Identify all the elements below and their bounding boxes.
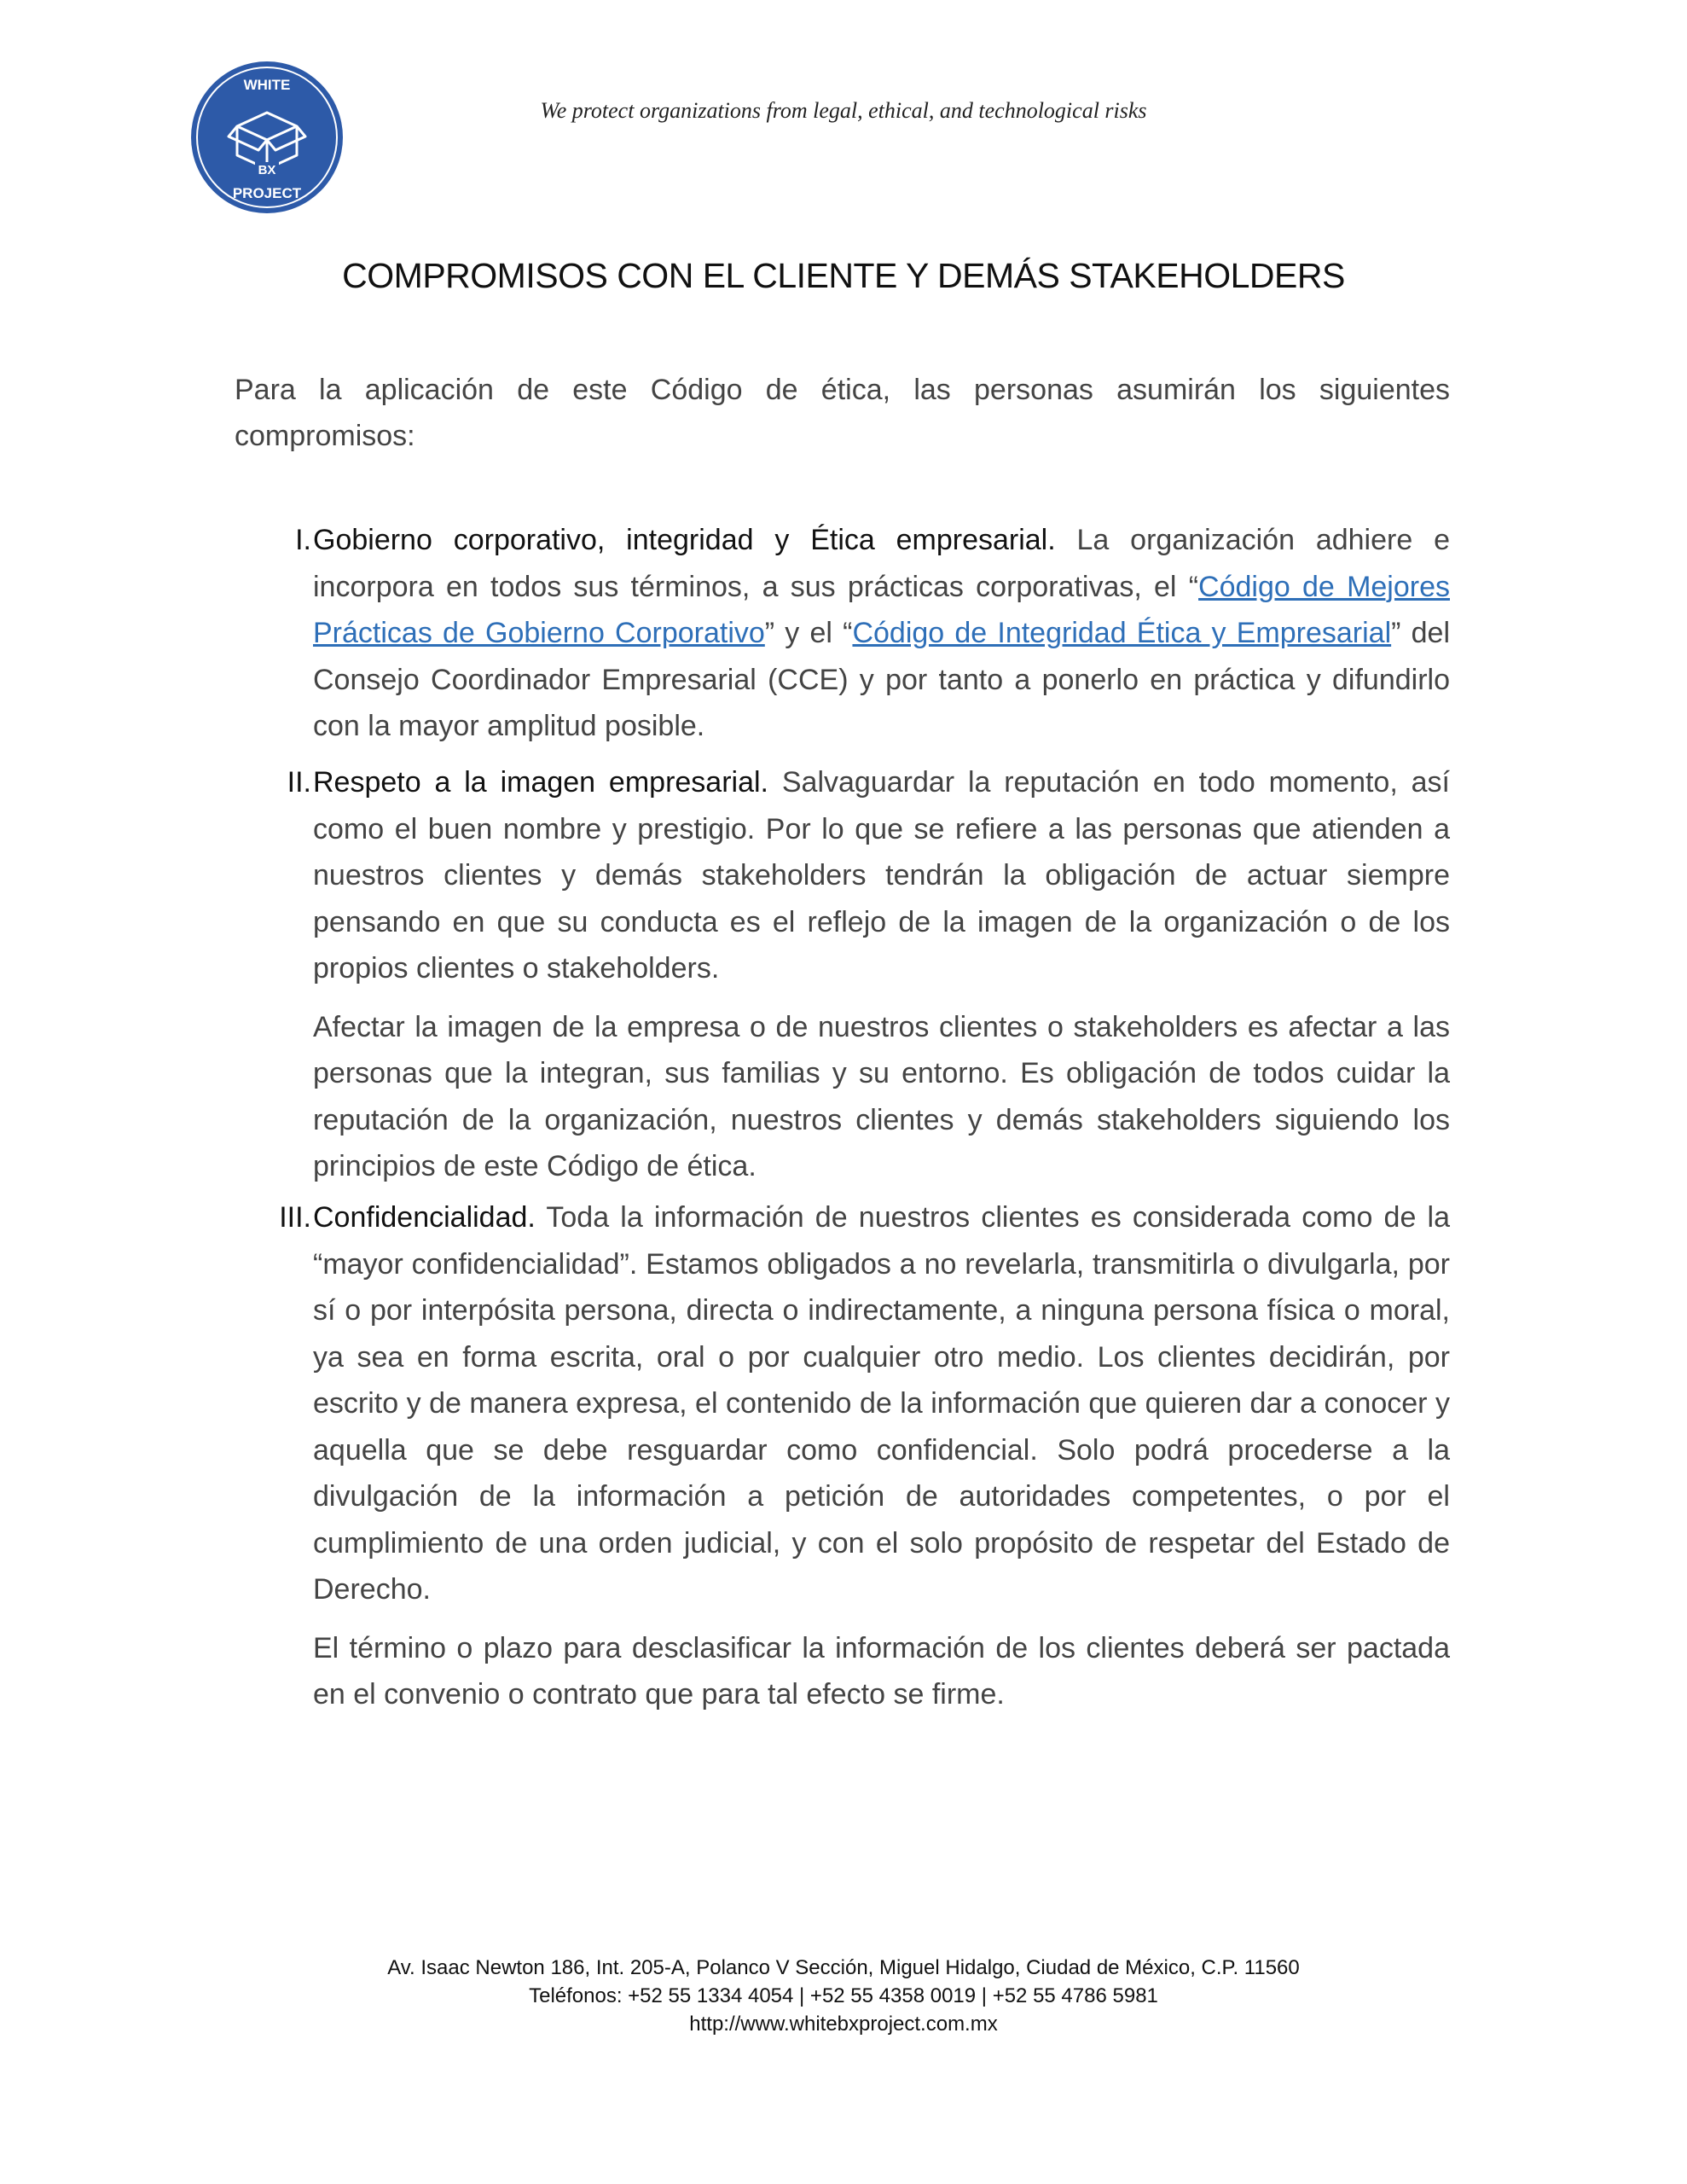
footer-phones: Teléfonos: +52 55 1334 4054 | +52 55 4358 0019 | +52 55 4786 5981 — [529, 1984, 1158, 2007]
paragraph-text: ” del Consejo Coordinador Empresarial (CCE) y por tanto a ponerlo en práctica y difundirlo con la mayor amplitud posible. — [313, 617, 1450, 742]
white-bx-project-logo — [189, 60, 345, 215]
footer-url[interactable]: http://www.whitebxproject.com.mx — [689, 2013, 998, 2036]
paragraph-text: La organización adhiere e incorpora en todos sus términos, a sus prácticas corporativas, el “ — [313, 524, 1450, 603]
list-item-confidencialidad — [235, 1194, 1450, 1730]
list-item-lead: Confidencialidad. — [313, 1201, 536, 1234]
list-item-paragraph-2: El término o plazo para desclasificar la información de los clientes deberá ser pactada en el convenio o contrato que para tal efecto se firme. — [313, 1631, 1450, 1711]
list-item-number: I. — [295, 524, 311, 556]
list-item-lead: Respeto a la imagen empresarial. — [313, 766, 769, 799]
list-item-number: III. — [279, 1201, 311, 1234]
footer-address: Av. Isaac Newton 186, Int. 205-A, Polanco V Sección, Miguel Hidalgo, Ciudad de México, C.P. 11560 — [387, 1956, 1300, 1979]
link-codigo-mejores-practicas[interactable]: Código de Mejores Prácticas de Gobierno Corporativo — [313, 570, 1450, 649]
list-item-lead: Gobierno corporativo, integridad y Ética empresarial. — [313, 524, 1056, 556]
logo-bottom-text: PROJECT — [232, 185, 302, 201]
page-footer — [0, 1954, 1687, 2038]
list-item-gobierno — [235, 517, 1450, 762]
list-item-imagen — [235, 759, 1450, 1202]
list-item-number: II. — [287, 766, 311, 799]
paragraph-text: ” y el “ — [764, 617, 853, 649]
list-item-paragraph — [313, 1194, 1450, 1613]
logo-mid-text: BX — [258, 163, 276, 177]
link-codigo-integridad[interactable]: Código de Integridad Ética y Empresarial — [852, 617, 1392, 649]
list-item-paragraph — [313, 759, 1450, 992]
header-tagline: We protect organizations from legal, ethical, and technological risks — [540, 98, 1147, 123]
paragraph-text: Toda la información de nuestros clientes es considerada como de la “mayor confidencialidad”. Estamos obligados a no revelarla, transmitirla o divulgarla, por sí o por interpósita persona, directa o indirectamente, a ninguna persona física o moral, ya sea en forma escrita, oral o por cualquier otro medio. Los clientes decidirán, por escrito y de manera expresa, el contenido de la información que quieren dar a conocer y aquella que se debe resguardar como confidencial. Solo podrá procederse a la divulgación de la información a petición de autoridades competentes, o por el cumplimiento de una orden judicial, y con el solo propósito de respetar del Estado de Derecho. — [313, 1201, 1450, 1606]
paragraph-text: Salvaguardar la reputación en todo momento, así como el buen nombre y prestigio. Por lo que se refiere a las personas que atienden a nuestros clientes y demás stakeholders tendrán la obligación de actuar siempre pensando en que su conducta es el reflejo de la imagen de la organización o de los propios clientes o stakeholders. — [313, 766, 1450, 985]
logo-top-text: WHITE — [243, 77, 291, 93]
page-title: COMPROMISOS CON EL CLIENTE Y DEMÁS STAKEHOLDERS — [342, 256, 1345, 295]
intro-paragraph: Para la aplicación de este Código de ética, las personas asumirán los siguientes compromisos: — [235, 374, 1450, 452]
list-item-paragraph-2: Afectar la imagen de la empresa o de nuestros clientes o stakeholders es afectar a las personas que la integran, sus familias y su entorno. Es obligación de todos cuidar la reputación de la organización, nuestros clientes y demás stakeholders siguiendo los principios de este Código de ética. — [313, 1010, 1450, 1182]
list-item-paragraph — [313, 517, 1450, 750]
